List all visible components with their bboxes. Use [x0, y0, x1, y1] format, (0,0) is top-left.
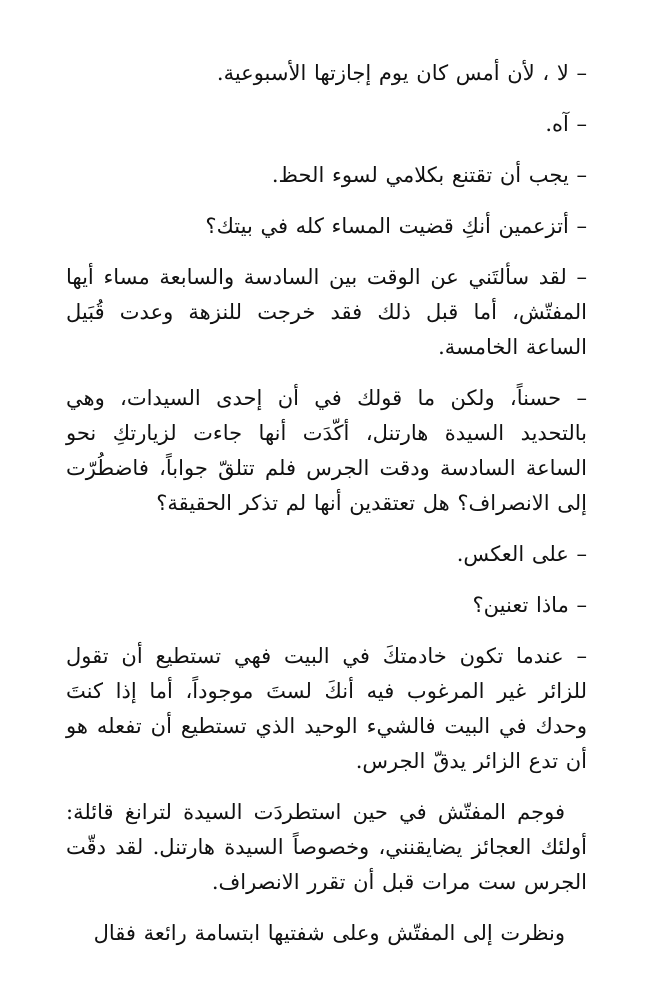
dialogue-paragraph: – عندما تكون خادمتكَ في البيت فهي تستطيع أن تقول للزائر غير المرغوب فيه أنكَ لستَ موجوداً، أما إذا كنتَ وحدك في البيت فالشيء الوحيد الذي تستطيع أن تفعله هو أن تدع الزائر يدقّ الجرس.	[66, 644, 587, 773]
dialogue-paragraph: – ماذا تعنين؟	[472, 593, 587, 617]
dialogue-paragraph: – حسناً، ولكن ما قولك في أن إحدى السيدات، وهي بالتحديد السيدة هارتنل، أكّدَت أنها جاءت لزيارتكِ نحو الساعة السادسة ودقت الجرس فلم تتلقّ جواباً، فاضطُرّت إلى الانصراف؟ هل تعتقدين أنها لم تذكر الحقيقة؟	[66, 386, 587, 515]
dialogue-paragraph: – لقد سألتَني عن الوقت بين السادسة والسابعة مساء أيها المفتّش، أما قبل ذلك فقد خرجت للنزهة وعدت قُبَيل الساعة الخامسة.	[66, 265, 587, 359]
dialogue-paragraph: – آه.	[545, 112, 587, 136]
narrative-paragraph: ونظرت إلى المفتّش وعلى شفتيها ابتسامة رائعة فقال	[93, 921, 565, 945]
dialogue-paragraph: – يجب أن تقتنع بكلامي لسوء الحظ.	[271, 163, 587, 187]
dialogue-paragraph: – على العكس.	[456, 542, 587, 566]
dialogue-paragraph: – أتزعمين أنكِ قضيت المساء كله في بيتك؟	[205, 214, 587, 238]
dialogue-paragraph: – لا ، لأن أمس كان يوم إجازتها الأسبوعية.	[216, 61, 587, 85]
narrative-paragraph: فوجم المفتّش في حين استطردَت السيدة لترانغ قائلة: أولئك العجائز يضايقنني، وخصوصاً السيدة هارتنل. لقد دقّت الجرس ست مرات قبل أن تقرر الانصراف.	[66, 800, 587, 894]
